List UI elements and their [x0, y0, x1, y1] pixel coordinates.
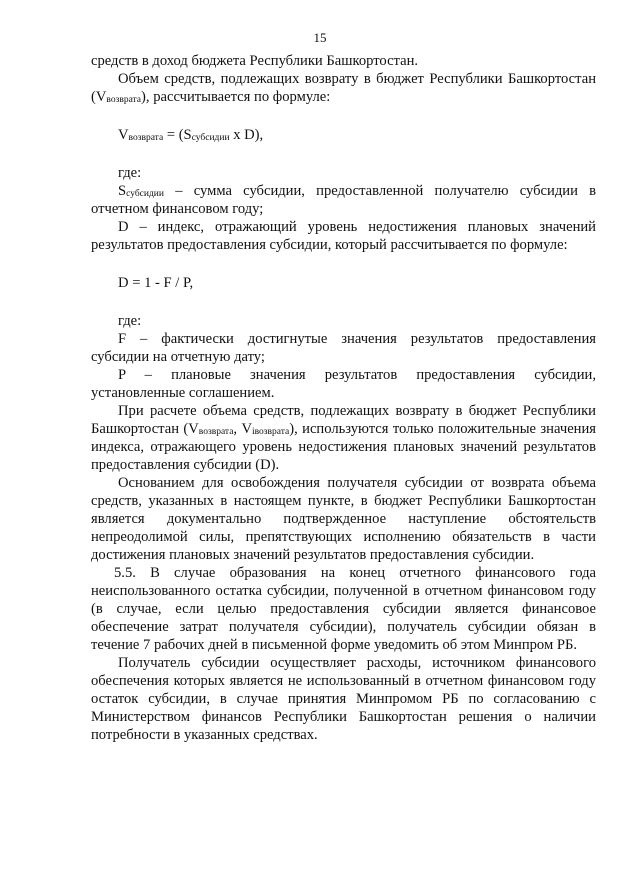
formula-text: x D),: [229, 127, 264, 143]
paragraph-text: P – плановые значения результатов предоставления субсидии, установленные соглашением.: [91, 367, 596, 401]
definition-d: [91, 218, 596, 254]
definition-f: [91, 330, 596, 366]
paragraph-text: Получатель субсидии осуществляет расходы, источником финансового обеспечения которых является не использованный в отчетном финансовом году остаток субсидии, в случае принятия Минпромом РБ по согласованию с Министерством финансов Республики Башкортостан решения о наличии потребности в указанных средствах.: [91, 655, 596, 743]
paragraph-text: Объем средств, подлежащих возврату в бюджет Республики Башкортостан (V: [91, 71, 596, 105]
paragraph-text: ), используются только положительные значения индекса, отражающего уровень недостижения плановых значений результатов предоставления субсидии (D).: [91, 421, 596, 473]
paragraph-text: средств в доход бюджета Республики Башкортостан.: [91, 53, 419, 69]
paragraph-text: где:: [118, 313, 142, 329]
paragraph-text: При расчете объема средств, подлежащих возврату в бюджет Республики Башкортостан (V: [91, 403, 596, 437]
subscript-text: возврата: [198, 427, 234, 437]
paragraph-text: , V: [233, 421, 252, 437]
formula-subscript: субсидии: [126, 189, 164, 199]
paragraph-text: Основанием для освобождения получателя субсидии от возврата объема средств, указанных в настоящем пункте, в бюджет Республики Башкортостан является документально подтвержденное наступление обстоятельств непреодолимой силы, препятствующих исполнению обязательств в части достижения плановых значений результатов предоставления субсидии.: [91, 475, 596, 563]
paragraph-recipient-expenses: [91, 654, 596, 744]
clause-5-5: [91, 564, 596, 654]
subscript-text: iвозврата: [251, 427, 290, 437]
formula-variable: S: [118, 183, 127, 199]
where-label: [91, 312, 596, 330]
definition-p: [91, 366, 596, 402]
formula-text: D = 1 - F / P,: [118, 275, 194, 291]
paragraph-exemption-basis: [91, 474, 596, 564]
paragraph-refund-volume: [91, 70, 596, 106]
formula-subscript: возврата: [128, 133, 164, 143]
formula-index: [91, 274, 596, 292]
where-label: [91, 164, 596, 182]
subscript-text: возврата: [106, 95, 142, 105]
formula-refund: [91, 126, 596, 144]
paragraph-text: – сумма субсидии, предоставленной получателю субсидии в отчетном финансовом году;: [91, 183, 596, 217]
paragraph-calculation: [91, 402, 596, 474]
paragraph-text: D – индекс, отражающий уровень недостижения плановых значений результатов предоставления субсидии, который рассчитывается по формуле:: [91, 219, 596, 253]
paragraph-text: где:: [118, 165, 142, 181]
formula-variable: V: [118, 127, 129, 143]
paragraph-text: ), рассчитывается по формуле:: [141, 89, 331, 105]
page-number: 15: [313, 30, 327, 45]
paragraph-text: 5.5. В случае образования на конец отчетного финансового года неиспользованного остатка субсидии, полученной в отчетном финансовом году (в случае, если целью предоставления субсидии является финансовое обеспечение затрат получателя субсидии), получатель субсидии обязан в течение 7 рабочих дней в письменной форме уведомить об этом Минпром РБ.: [91, 565, 596, 653]
definition-s: [91, 182, 596, 218]
document-body: [91, 52, 596, 744]
formula-subscript: субсидии: [191, 133, 230, 143]
paragraph-text: F – фактически достигнутые значения результатов предоставления субсидии на отчетную дату;: [91, 331, 596, 365]
formula-text: = (S: [163, 127, 192, 143]
paragraph-budget-income: [91, 52, 596, 70]
